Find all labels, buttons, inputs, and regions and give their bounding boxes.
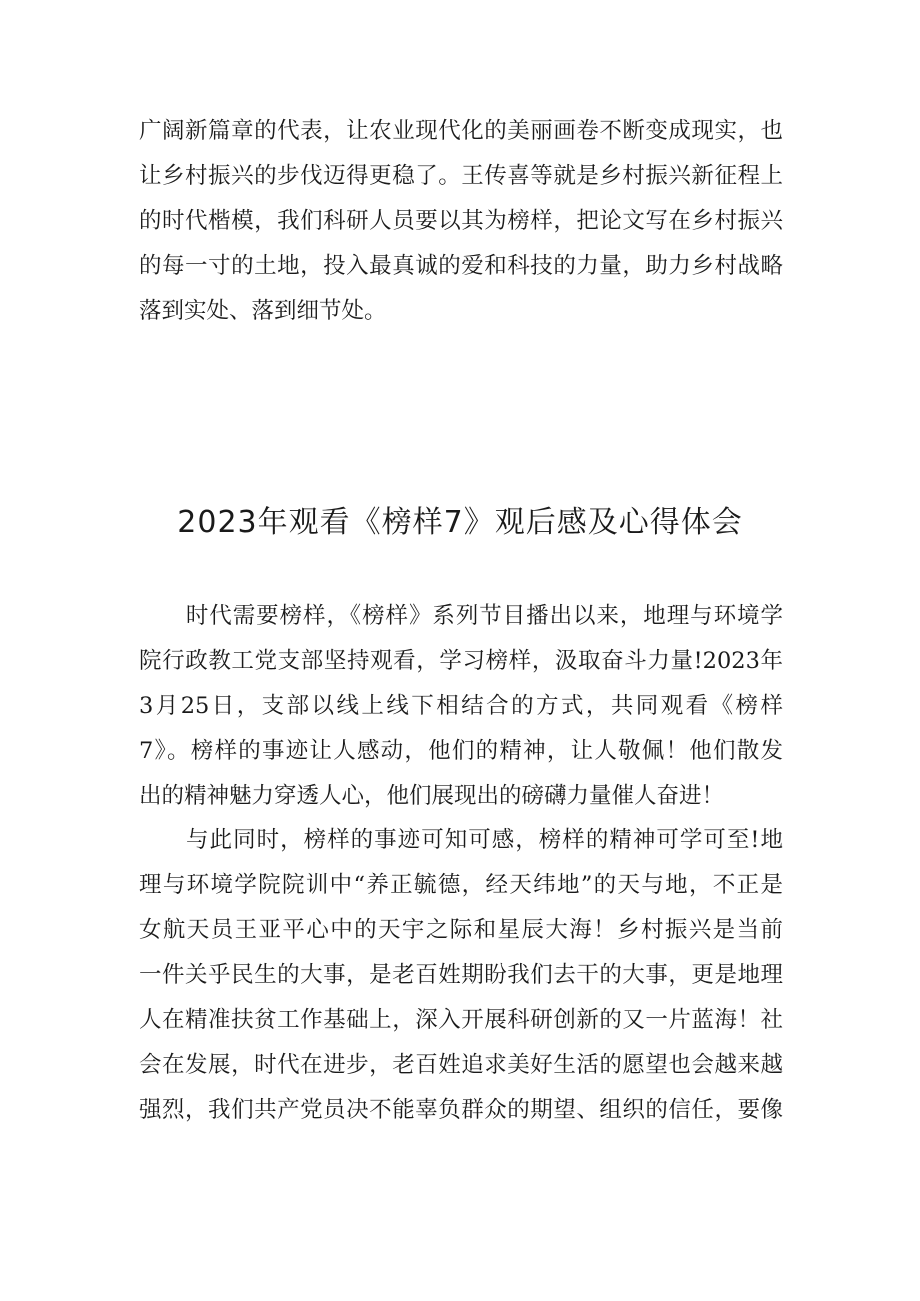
paragraph1-line-3: 3月25日，支部以线上线下相结合的方式，共同观看《榜样	[139, 693, 783, 719]
intro-line-4: 的每一寸的土地，投入最真诚的爱和科技的力量，助力乡村战略	[139, 253, 783, 279]
intro-line-2: 让乡村振兴的步伐迈得更稳了。王传喜等就是乡村振兴新征程上	[139, 163, 783, 189]
paragraph2-line-1: 与此同时，榜样的事迹可知可感，榜样的精神可学可至!地	[139, 827, 783, 853]
intro-line-3: 的时代楷模，我们科研人员要以其为榜样，把论文写在乡村振兴	[139, 208, 783, 234]
intro-line-5: 落到实处、落到细节处。	[139, 298, 387, 324]
paragraph2-line-4: 一件关乎民生的大事，是老百姓期盼我们去干的大事，更是地理	[139, 962, 783, 988]
intro-line-1: 广阔新篇章的代表，让农业现代化的美丽画卷不断变成现实，也	[139, 118, 783, 144]
paragraph2-line-7: 强烈，我们共产党员决不能辜负群众的期望、组织的信任，要像	[139, 1097, 783, 1123]
paragraph1-line-4: 7》。榜样的事迹让人感动，他们的精神，让人敬佩！他们散发	[139, 738, 783, 764]
paragraph2-line-2: 理与环境学院院训中“养正毓德，经天纬地”的天与地，不正是	[139, 872, 783, 898]
paragraph1-line-5: 出的精神魅力穿透人心，他们展现出的磅礴力量催人奋进！	[139, 783, 725, 809]
paragraph1-line-1: 时代需要榜样，《榜样》系列节目播出以来，地理与环境学	[139, 603, 783, 629]
paragraph2-line-6: 会在发展，时代在进步，老百姓追求美好生活的愿望也会越来越	[139, 1052, 783, 1078]
paragraph2-line-5: 人在精准扶贫工作基础上，深入开展科研创新的又一片蓝海！社	[139, 1007, 783, 1033]
paragraph2-line-3: 女航天员王亚平心中的天宇之际和星辰大海！乡村振兴是当前	[139, 917, 783, 943]
document-title: 2023年观看《榜样7》观后感及心得体会	[177, 505, 743, 540]
paragraph1-line-2: 院行政教工党支部坚持观看，学习榜样，汲取奋斗力量!2023年	[139, 648, 783, 674]
